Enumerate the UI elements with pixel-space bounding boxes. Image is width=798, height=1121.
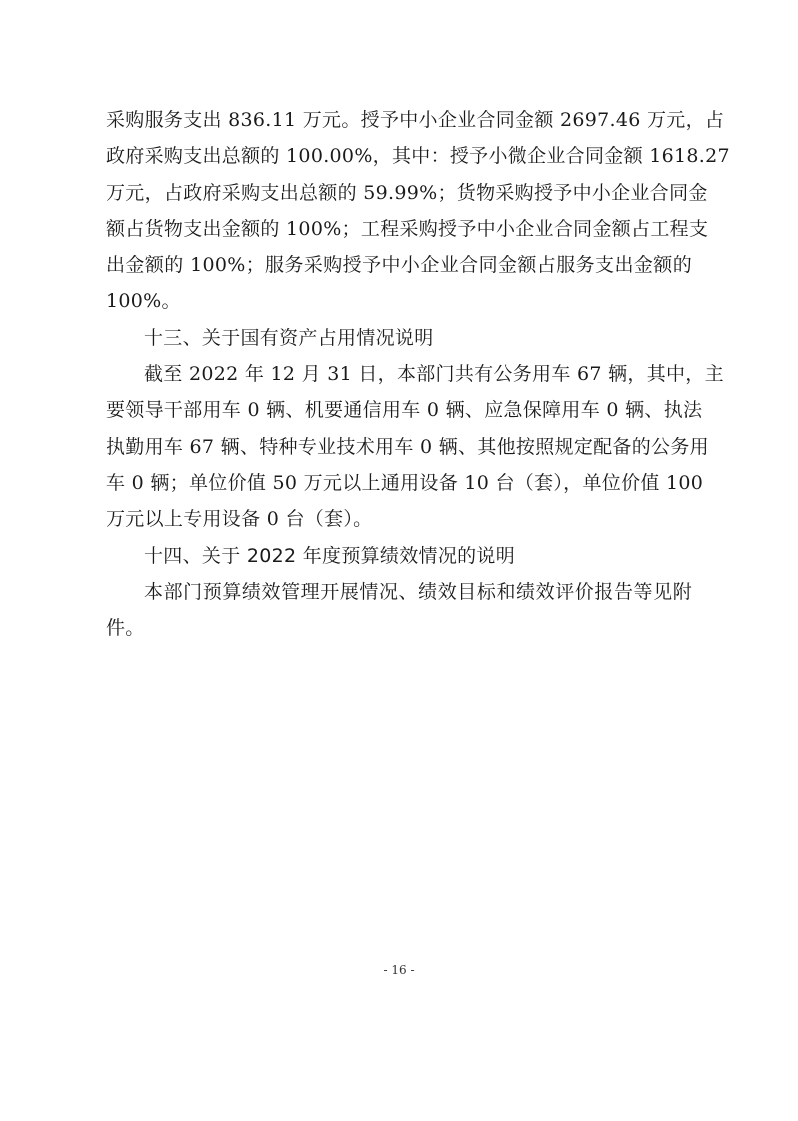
text-line: 件。 [106,617,145,640]
paragraph-assets [106,356,724,537]
text-line: 截至 2022 年 12 月 31 日，本部门共有公务用车 67 辆，其中，主 [144,363,724,386]
document-body [106,102,730,646]
page-number: - 16 - [383,963,415,977]
text-line: 万元以上专用设备 0 台（套）。 [106,508,373,531]
text-line: 出金额的 100%；服务采购授予中小企业合同金额占服务支出金额的 [106,254,692,277]
text-line: 本部门预算绩效管理开展情况、绩效目标和绩效评价报告等见附 [144,580,692,603]
text-line: 万元，占政府采购支出总额的 59.99%；货物采购授予中小企业合同金 [106,181,708,204]
text-line: 采购服务支出 836.11 万元。授予中小企业合同金额 2697.46 万元，占 [106,109,725,131]
section-heading-performance: 十四、关于 2022 年度预算绩效情况的说明 [144,544,516,567]
text-line: 额占货物支出金额的 100%；工程采购授予中小企业合同金额占工程支 [106,217,709,240]
text-line: 政府采购支出总额的 100.00%，其中：授予小微企业合同金额 1618.27 [106,145,730,168]
paragraph-procurement [106,102,730,320]
text-line: 要领导干部用车 0 辆、机要通信用车 0 辆、应急保障用车 0 辆、执法 [106,399,703,422]
paragraph-performance [106,574,692,647]
text-line: 执勤用车 67 辆、特种专业技术用车 0 辆、其他按照规定配备的公务用 [106,435,709,458]
section-heading-assets: 十三、关于国有资产占用情况说明 [144,326,434,349]
text-line: 车 0 辆；单位价值 50 万元以上通用设备 10 台（套），单位价值 100 [106,471,704,494]
text-line: 100%。 [106,290,181,313]
